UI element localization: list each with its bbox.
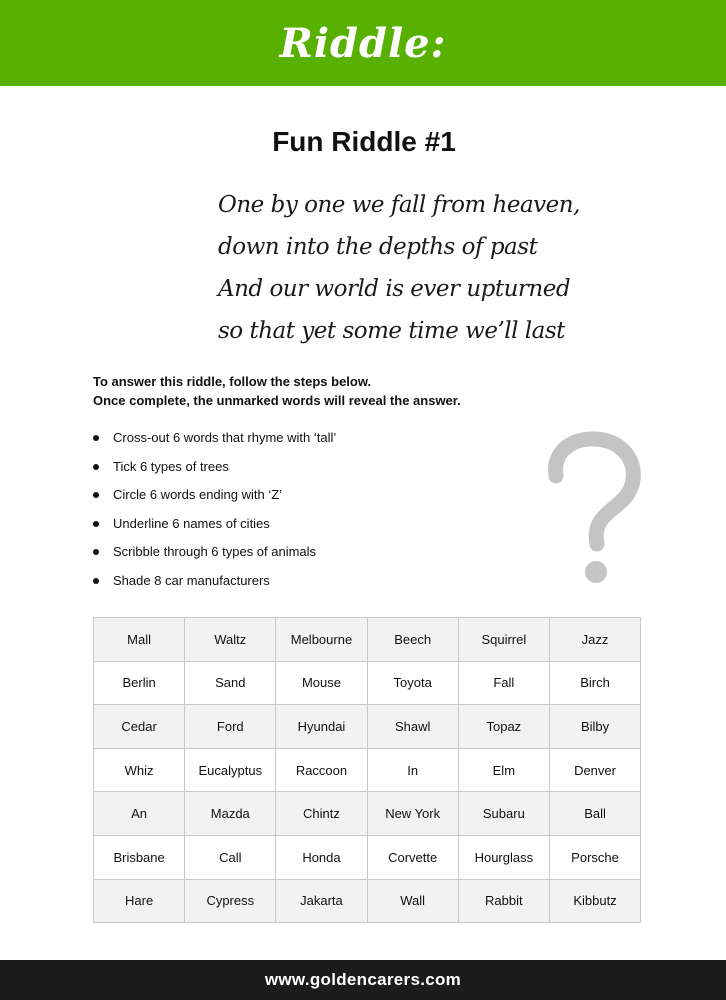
grid-cell: Porsche: [549, 835, 640, 879]
riddle-title: Fun Riddle #1: [272, 126, 456, 157]
bullet-icon: [93, 549, 99, 555]
grid-cell: In: [367, 748, 458, 792]
grid-cell: Jazz: [549, 618, 640, 662]
step-item: [93, 485, 513, 514]
step-text: Circle 6 words ending with ‘Z’: [113, 487, 283, 503]
step-item: [93, 542, 513, 571]
grid-cell: Bilby: [549, 705, 640, 749]
instructions: [93, 372, 653, 410]
grid-cell: Hare: [94, 879, 185, 923]
bullet-icon: [93, 464, 99, 470]
grid-cell: Subaru: [458, 792, 549, 836]
grid-cell: Toyota: [367, 661, 458, 705]
grid-cell: Jakarta: [276, 879, 367, 923]
poem-line: And our world is ever upturned: [218, 276, 571, 302]
header-title: Riddle:: [279, 19, 447, 67]
grid-cell: Raccoon: [276, 748, 367, 792]
grid-cell: Corvette: [367, 835, 458, 879]
step-text: Cross-out 6 words that rhyme with ‘tall’: [113, 430, 337, 445]
grid-cell: Brisbane: [94, 835, 185, 879]
grid-cell: Squirrel: [458, 618, 549, 662]
word-grid: [93, 617, 641, 923]
grid-cell: Waltz: [185, 618, 276, 662]
step-item: [93, 428, 513, 457]
grid-cell: Berlin: [94, 661, 185, 705]
step-item: [93, 514, 513, 543]
grid-cell: Call: [185, 835, 276, 879]
step-text: Scribble through 6 types of animals: [113, 544, 317, 560]
grid-row: [94, 835, 641, 879]
grid-cell: Shawl: [367, 705, 458, 749]
grid-cell: Mall: [94, 618, 185, 662]
grid-cell: Fall: [458, 661, 549, 705]
grid-cell: Elm: [458, 748, 549, 792]
instructions-line: Once complete, the unmarked words will reveal the answer.: [93, 393, 461, 408]
grid-cell: Chintz: [276, 792, 367, 836]
grid-cell: Whiz: [94, 748, 185, 792]
poem-line: One by one we fall from heaven,: [218, 192, 580, 218]
step-item: [93, 457, 513, 486]
grid-cell: An: [94, 792, 185, 836]
grid-cell: Cypress: [185, 879, 276, 923]
step-item: [93, 571, 513, 600]
grid-cell: Ford: [185, 705, 276, 749]
grid-cell: Honda: [276, 835, 367, 879]
riddle-poem: [218, 184, 638, 352]
grid-row: [94, 748, 641, 792]
footer-url: www.goldencarers.com: [264, 970, 462, 989]
grid-cell: New York: [367, 792, 458, 836]
step-text: Shade 8 car manufacturers: [113, 572, 270, 588]
step-text: Tick 6 types of trees: [113, 458, 229, 474]
bullet-icon: [93, 492, 99, 498]
grid-cell: Kibbutz: [549, 879, 640, 923]
grid-cell: Hourglass: [458, 835, 549, 879]
grid-cell: Sand: [185, 661, 276, 705]
bullet-icon: [93, 578, 99, 584]
grid-cell: Topaz: [458, 705, 549, 749]
grid-row: [94, 618, 641, 662]
grid-cell: Denver: [549, 748, 640, 792]
footer-banner: [0, 960, 726, 1000]
grid-row: [94, 705, 641, 749]
grid-cell: Eucalyptus: [185, 748, 276, 792]
grid-cell: Mazda: [185, 792, 276, 836]
poem-line: so that yet some time we’ll last: [218, 318, 565, 344]
grid-cell: Melbourne: [276, 618, 367, 662]
grid-cell: Hyundai: [276, 705, 367, 749]
bullet-icon: [93, 521, 99, 527]
header-banner: [0, 0, 726, 86]
grid-cell: Wall: [367, 879, 458, 923]
grid-cell: Mouse: [276, 661, 367, 705]
poem-line: down into the depths of past: [218, 234, 538, 260]
grid-cell: Beech: [367, 618, 458, 662]
steps-list: [93, 428, 513, 600]
grid-row: [94, 661, 641, 705]
grid-row: [94, 792, 641, 836]
bullet-icon: [93, 435, 99, 441]
grid-cell: Rabbit: [458, 879, 549, 923]
step-text: Underline 6 names of cities: [113, 515, 270, 531]
question-mark-icon: [540, 430, 644, 590]
grid-cell: Birch: [549, 661, 640, 705]
grid-cell: Cedar: [94, 705, 185, 749]
instructions-line: To answer this riddle, follow the steps below.: [93, 374, 372, 389]
grid-cell: Ball: [549, 792, 640, 836]
grid-row: [94, 879, 641, 923]
